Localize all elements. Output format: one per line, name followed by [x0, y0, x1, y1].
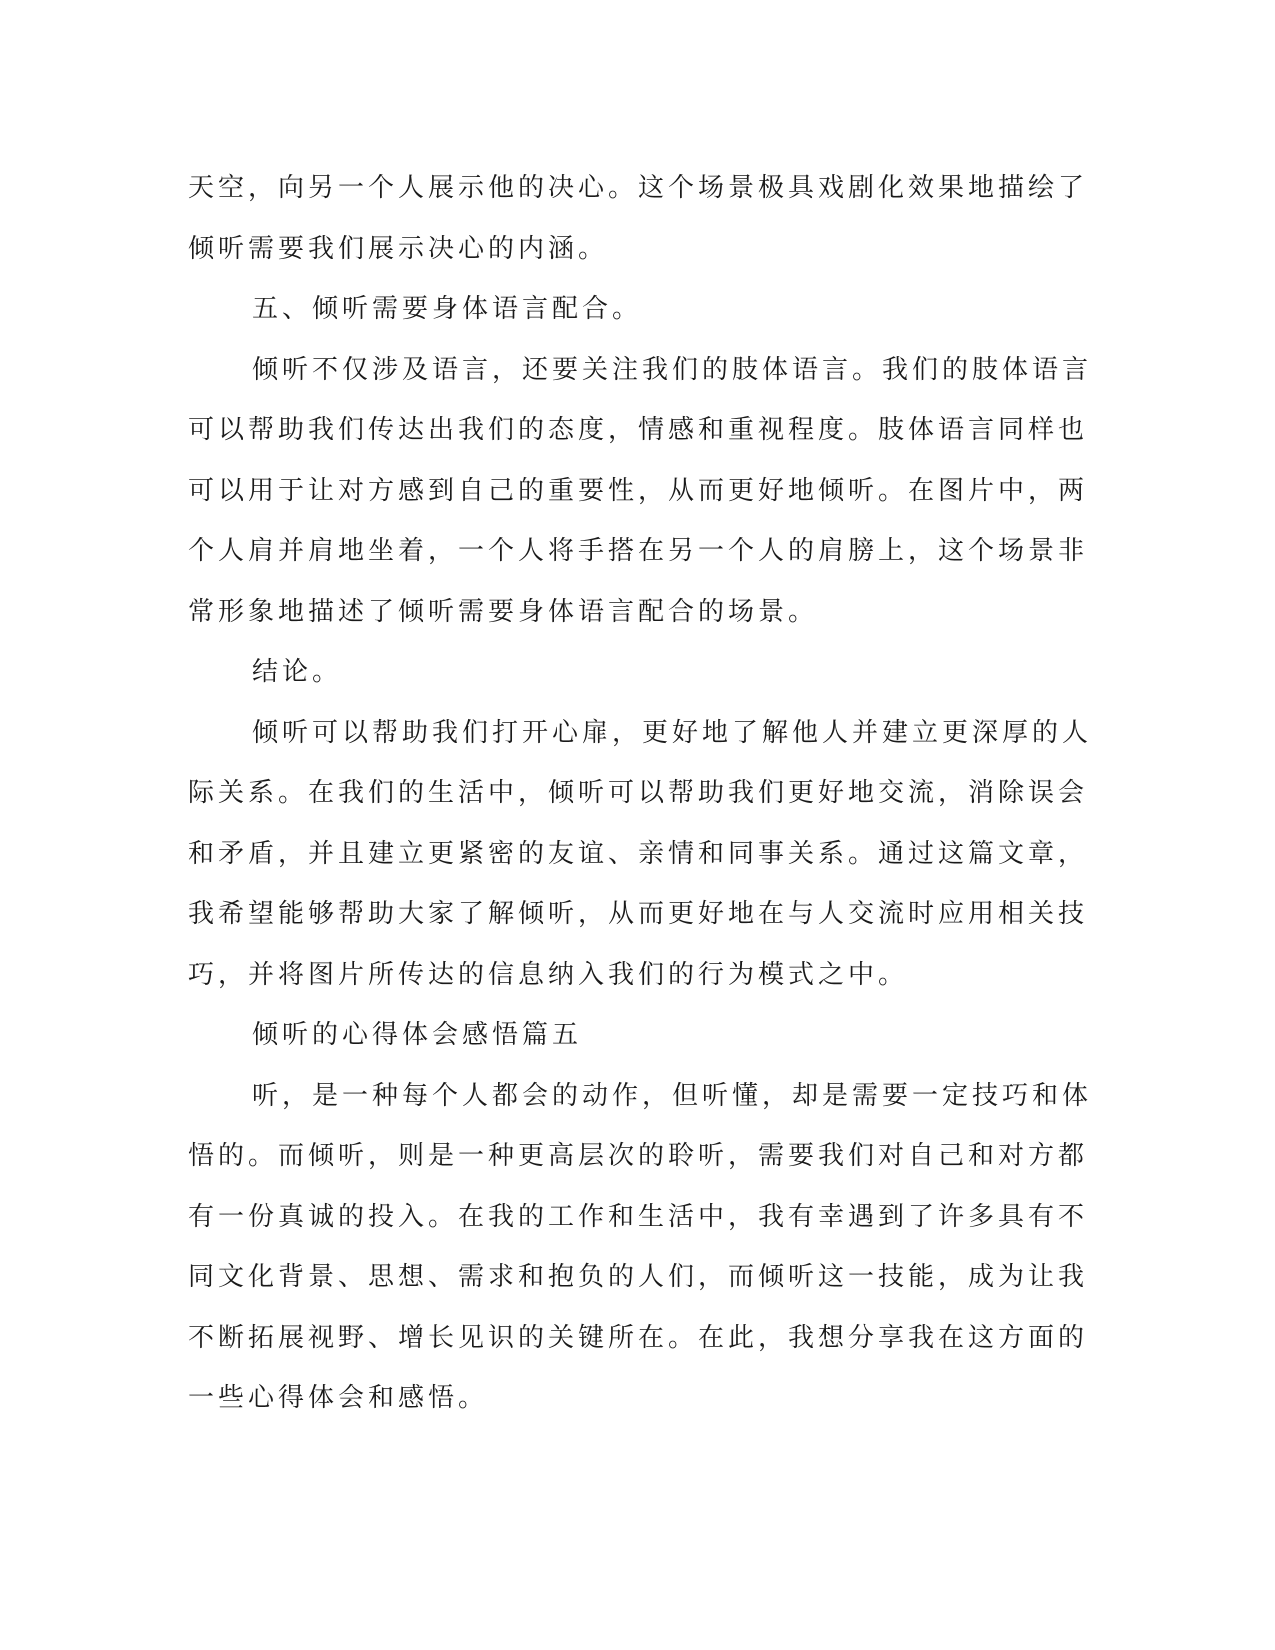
paragraph-line: 不断拓展视野、增长见识的关键所在。在此，我想分享我在这方面的 [188, 1322, 1089, 1353]
paragraph-line: 五、倾听需要身体语言配合。 [252, 294, 643, 324]
paragraph-line: 个人肩并肩地坐着，一个人将手搭在另一个人的肩膀上，这个场景非 [188, 536, 1089, 566]
paragraph-line: 悟的。而倾听，则是一种更高层次的聆听，需要我们对自己和对方都 [188, 1141, 1089, 1171]
paragraph-line: 倾听需要我们展示决心的内涵。 [188, 233, 609, 264]
paragraph-line: 巧，并将图片所传达的信息纳入我们的行为模式之中。 [188, 959, 909, 990]
paragraph-line: 和矛盾，并且建立更紧密的友谊、亲情和同事关系。通过这篇文章， [188, 838, 1089, 869]
paragraph-line: 听，是一种每个人都会的动作，但听懂，却是需要一定技巧和体 [252, 1080, 1093, 1111]
paragraph-line: 我希望能够帮助大家了解倾听，从而更好地在与人交流时应用相关技 [188, 899, 1089, 929]
paragraph-line: 同文化背景、思想、需求和抱负的人们，而倾听这一技能，成为让我 [188, 1262, 1089, 1292]
paragraph-line: 可以帮助我们传达出我们的态度，情感和重视程度。肢体语言同样也 [188, 415, 1089, 445]
paragraph-line: 际关系。在我们的生活中，倾听可以帮助我们更好地交流，消除误会 [188, 778, 1089, 808]
paragraph-line: 可以用于让对方感到自己的重要性，从而更好地倾听。在图片中，两 [188, 475, 1089, 506]
document-body [188, 158, 1093, 1429]
paragraph-line: 倾听的心得体会感悟篇五 [252, 1020, 583, 1050]
paragraph-line: 倾听不仅涉及语言，还要关注我们的肢体语言。我们的肢体语言 [252, 354, 1093, 385]
paragraph-line: 有一份真诚的投入。在我的工作和生活中，我有幸遇到了许多具有不 [188, 1201, 1089, 1232]
paragraph-line: 常形象地描述了倾听需要身体语言配合的场景。 [188, 596, 819, 627]
paragraph-line: 天空，向另一个人展示他的决心。这个场景极具戏剧化效果地描绘了 [188, 173, 1089, 203]
paragraph-line: 一些心得体会和感悟。 [188, 1383, 489, 1413]
paragraph-line: 结论。 [252, 657, 343, 687]
paragraph-line: 倾听可以帮助我们打开心扉，更好地了解他人并建立更深厚的人 [252, 717, 1093, 748]
